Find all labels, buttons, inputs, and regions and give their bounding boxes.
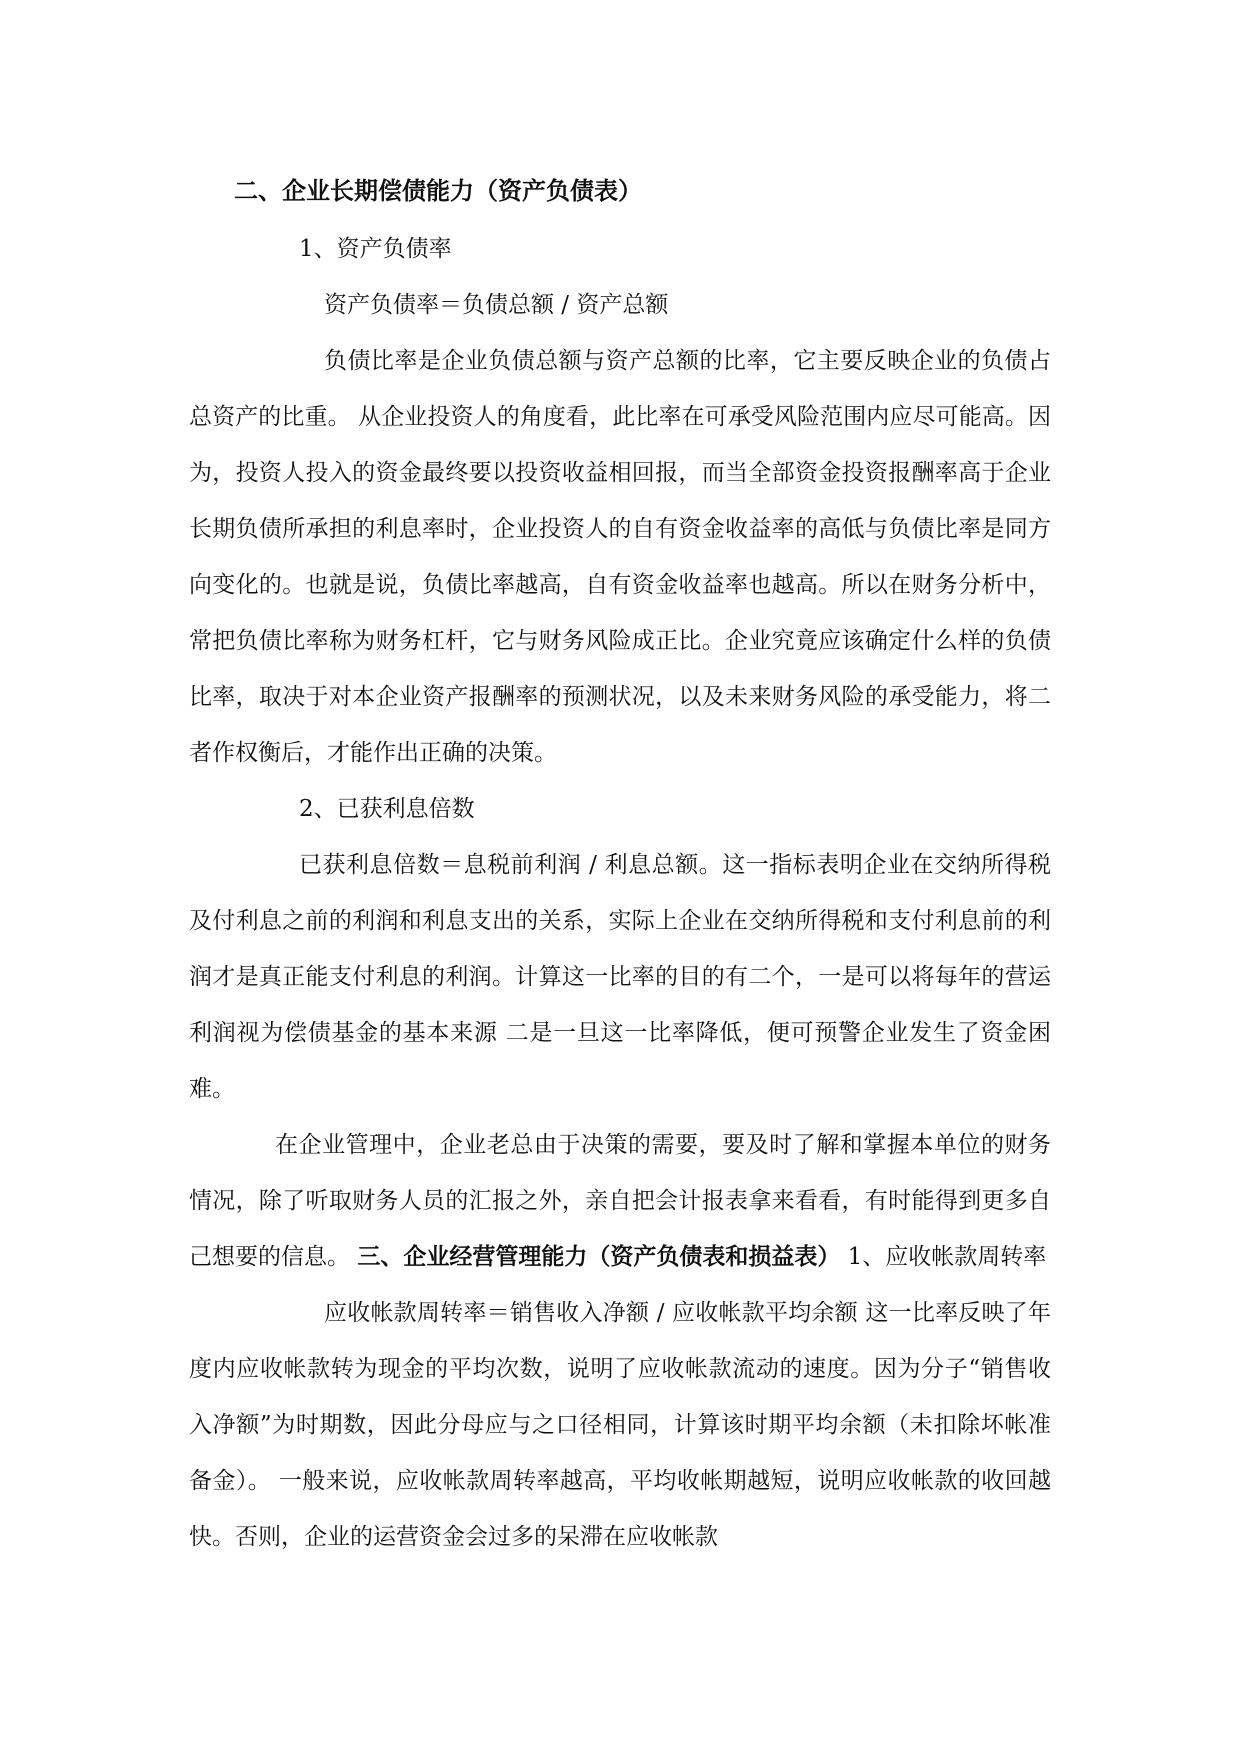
item-title-receivables-turnover: 1、应收帐款周转率 [840, 1244, 1047, 1270]
section-heading-operating-capacity: 三、企业经营管理能力（资产负债表和损益表） [357, 1244, 841, 1270]
item-title-debt-ratio: 1、资产负债率 [299, 236, 452, 262]
paragraph-interest-coverage: 已获利息倍数＝息税前利润 / 利息总额。这一指标表明企业在交纳所得税及付利息之前的利润和利息支出的关系，实际上企业在交纳所得税和支付利息前的利润才是真正能支付利息的利润。计算这一比率的目的有二个，一是可以将每年的营运利润视为偿债基金的基本来源 二是一旦这一比率降低，便可预警企业发生了资金困难。 [189, 852, 1051, 1102]
paragraph-debt-ratio: 负债比率是企业负债总额与资产总额的比率，它主要反映企业的负债占总资产的比重。 从企业投资人的角度看，此比率在可承受风险范围内应尽可能高。因为，投资人投入的资金最终要以投资收益相回报，而当全部资金投资报酬率高于企业长期负债所承担的利息率时，企业投资人的自有资金收益率的高低与负债比率是同方向变化的。也就是说，负债比率越高，自有资金收益率也越高。所以在财务分析中，常把负债比率称为财务杠杆，它与财务风险成正比。企业究竟应该确定什么样的负债比率，取决于对本企业资产报酬率的预测状况，以及未来财务风险的承受能力，将二者作权衡后，才能作出正确的决策。 [189, 348, 1051, 766]
paragraph-receivables-turnover: 应收帐款周转率＝销售收入净额 / 应收帐款平均余额 这一比率反映了年度内应收帐款转为现金的平均次数，说明了应收帐款流动的速度。因为分子“销售收入净额”为时期数，因此分母应与之口径相同，计算该时期平均余额（未扣除坏帐准备金）。 一般来说，应收帐款周转率越高，平均收帐期越短，说明应收帐款的收回越快。否则，企业的运营资金会过多的呆滞在应收帐款 [189, 1300, 1051, 1550]
paragraph-management [189, 1117, 1051, 1285]
document-body [189, 161, 1051, 1565]
section-heading-long-term-solvency: 二、企业长期偿债能力（资产负债表） [234, 177, 642, 205]
formula-debt-ratio: 资产负债率＝负债总额 / 资产总额 [324, 292, 669, 318]
item-title-interest-coverage: 2、已获利息倍数 [299, 796, 475, 822]
management-text: 在企业管理中，企业老总由于决策的需要，要及时了解和掌握本单位的财务情况，除了听取财务人员的汇报之外，亲自把会计报表拿来看看，有时能得到更多自己想要的信息。 [189, 1132, 1051, 1270]
